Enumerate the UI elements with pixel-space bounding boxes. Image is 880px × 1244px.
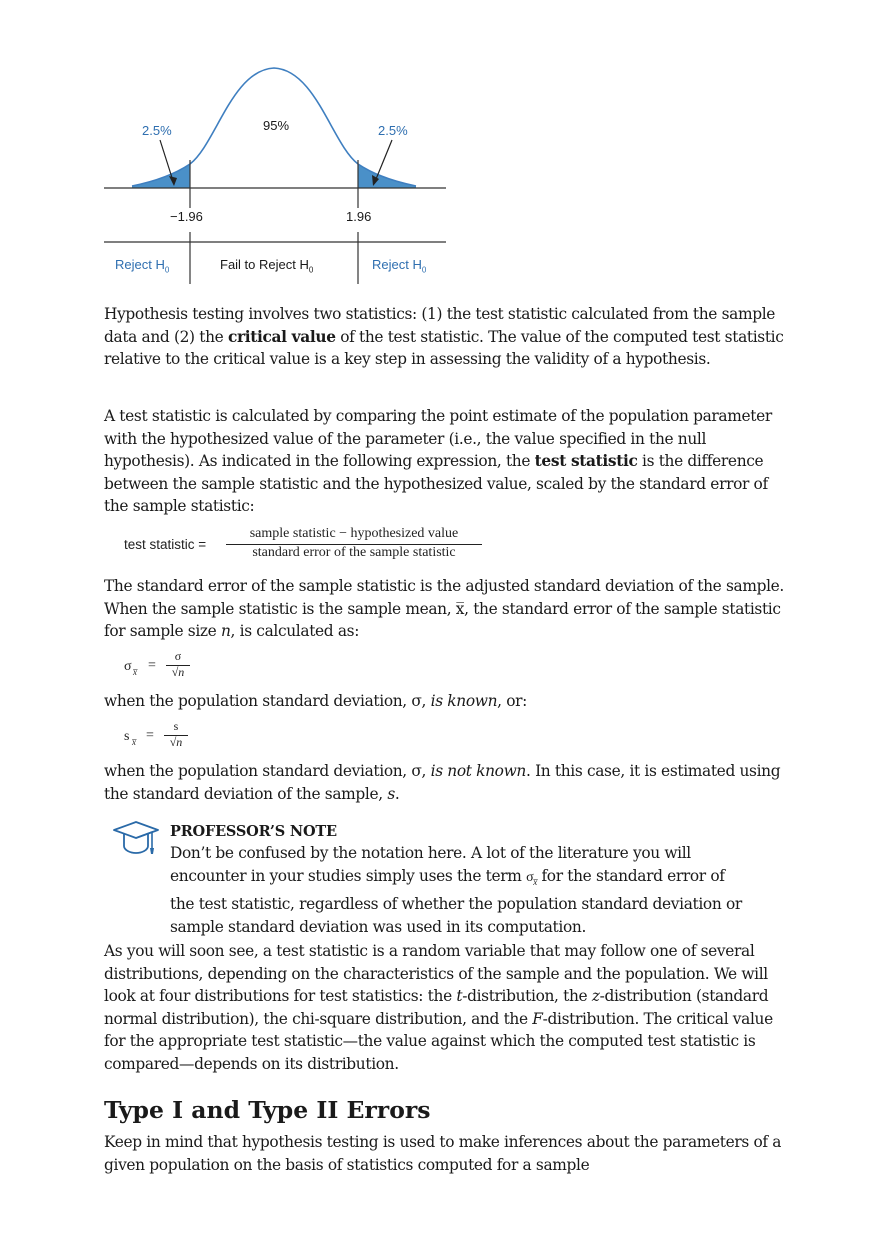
paragraph-critical-value: Hypothesis testing involves two statistics: (1) the test statistic calculated from the sample data and (2) the critical value of the test statistic. The value of the computed test statistic relative to the critical value is a key step in assessing the validity of a hypothesis.	[104, 305, 784, 368]
paragraph-known: when the population standard deviation, σ, is known, or:	[104, 692, 527, 710]
normal-curve-diagram	[104, 60, 449, 288]
paragraph-not-known: when the population standard deviation, σ, is not known. In this case, it is estimated using the standard deviation of the sample, s.	[104, 762, 781, 803]
note-text: Don’t be confused by the notation here. A lot of the literature you will encounter in your studies simply uses the term $\sigma_{x̅}$ for the standard error of the test statistic, regardless of whether the population standard deviation or sample standard deviation was used in its computation.	[170, 844, 742, 937]
graduation-cap-icon	[112, 820, 160, 860]
note-title: PROFESSOR’S NOTE	[170, 823, 337, 840]
left-critical-value: −1.96	[170, 209, 203, 224]
fail-to-reject-label: Fail to Reject $H_0$	[220, 257, 314, 275]
test-statistic-formula: test statistic = sample statistic − hypothesized value standard error of the sample statistic	[124, 526, 484, 566]
right-critical-value: 1.96	[346, 209, 372, 224]
center-percent: 95%	[263, 118, 290, 133]
paragraph-test-statistic: A test statistic is calculated by comparing the point estimate of the population parameter with the hypothesized value of the parameter (i.e., the value specified in the null hypothesis). As indicated in the following expression, the test statistic is the difference between the sample statistic and the hypothesized value, scaled by the standard error of the sample statistic:	[104, 407, 772, 515]
sigma-xbar-formula: σ x̅ = σ √n	[124, 651, 204, 685]
left-tail-percent: 2.5%	[142, 123, 172, 138]
paragraph-standard-error: The standard error of the sample statistic is the adjusted standard deviation of the sample. When the sample statistic is the sample mean, x̅, the standard error of the sample statistic for sample size n, is calculated as:	[104, 577, 784, 640]
rejection-region-figure	[104, 60, 449, 288]
professors-note	[170, 822, 770, 939]
paragraph-distributions: As you will soon see, a test statistic is a random variable that may follow one of several distributions, depending on the characteristics of the sample and the population. We will look at four distributions for test statistics: the t-distribution, the z-distribution (standard normal distribution), the chi-square distribution, and the F-distribution. The critical value for the appropriate test statistic—the value against which the computed test statistic is compared—depends on its distribution.	[104, 942, 773, 1073]
right-tail-percent: 2.5%	[378, 123, 408, 138]
section-heading: Type I and Type II Errors	[104, 1096, 431, 1124]
reject-right-label: Reject $H_0$	[372, 257, 427, 275]
s-xbar-formula: s x̅ = s √n	[124, 721, 204, 755]
paragraph-type-errors: Keep in mind that hypothesis testing is used to make inferences about the parameters of a given population on the basis of statistics computed for a sample	[104, 1133, 782, 1174]
reject-left-label: Reject $H_0$	[115, 257, 170, 275]
